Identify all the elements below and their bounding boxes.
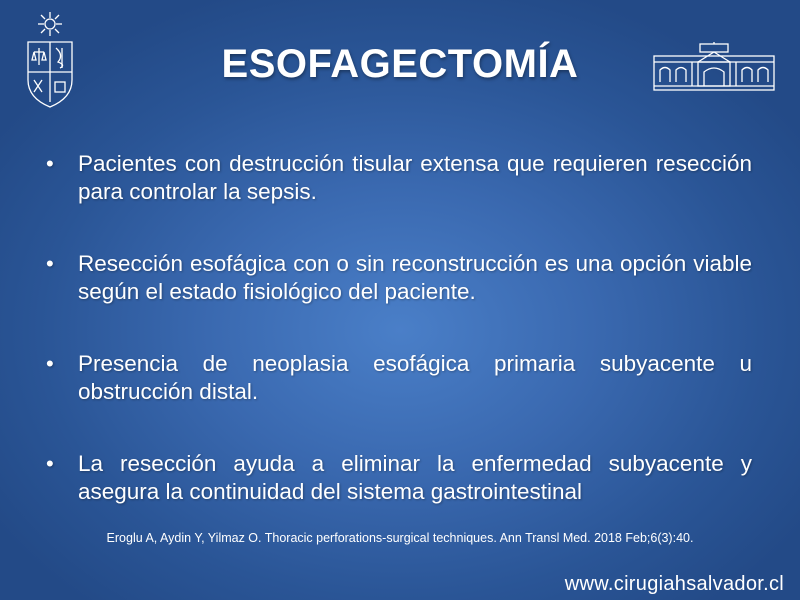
bullet-text: Resección esofágica con o sin reconstrucción es una opción viable según el estado fisiológico del paciente. <box>78 251 752 304</box>
citation: Eroglu A, Aydin Y, Yilmaz O. Thoracic perforations-surgical techniques. Ann Transl Med. 2018 Feb;6(3):40. <box>106 531 694 545</box>
bullet-item <box>46 350 752 406</box>
bullet-text: La resección ayuda a eliminar la enfermedad subyacente y asegura la continuidad del sistema gastrointestinal <box>78 451 752 504</box>
bullet-dot-icon: • <box>46 351 54 376</box>
bullet-item <box>46 250 752 306</box>
slide-title: ESOFAGECTOMÍA <box>221 42 579 86</box>
bullet-text: Presencia de neoplasia esofágica primaria subyacente u obstrucción distal. <box>78 351 752 404</box>
bullet-dot-icon: • <box>46 451 54 476</box>
bullet-dot-icon: • <box>46 151 54 176</box>
bullet-dot-icon: • <box>46 251 54 276</box>
bullet-item <box>46 150 752 206</box>
bullet-list <box>46 150 752 550</box>
website-url: www.cirugiahsalvador.cl <box>564 573 784 595</box>
bullet-text: Pacientes con destrucción tisular extensa que requieren resección para controlar la sepsis. <box>78 151 752 204</box>
bullet-item <box>46 450 752 506</box>
